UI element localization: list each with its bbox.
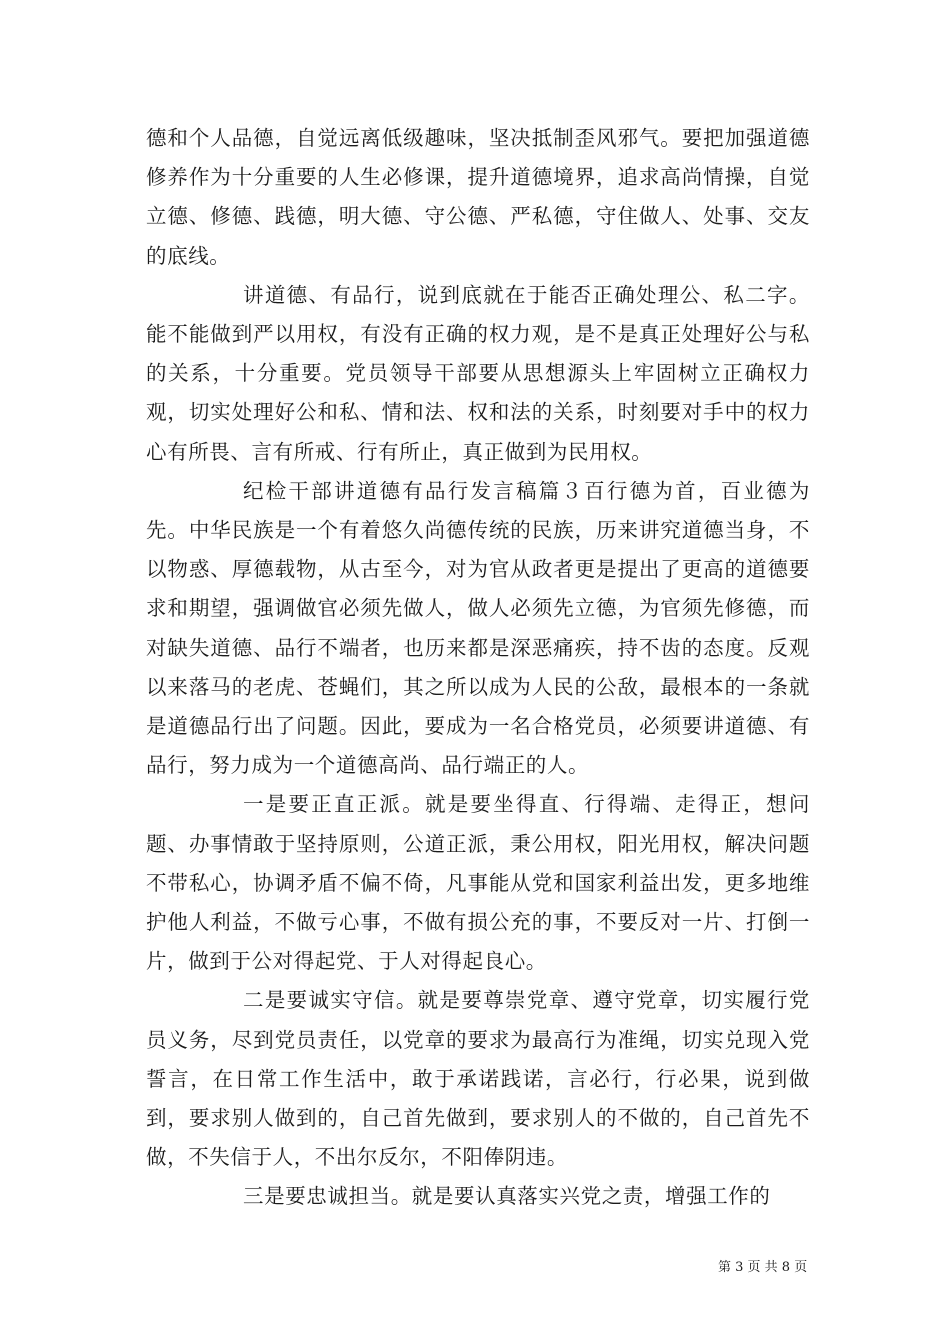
paragraph-continuation: 德和个人品德，自觉远离低级趣味，坚决抵制歪风邪气。要把加强道德修养作为十分重要的人生必修课，提升道德境界，追求高尚情操，自觉立德、修德、践德，明大德、守公德、严私德，守住做人、处事、交友的底线。 xyxy=(146,126,810,268)
document-body xyxy=(146,119,810,1217)
paragraph-point-three: 三是要忠诚担当。就是要认真落实兴党之责，增强工作的 xyxy=(243,1184,771,1209)
paragraph-public-private: 讲道德、有品行，说到底就在于能否正确处理公、私二字。能不能做到严以用权，有没有正确的权力观，是不是真正处理好公与私的关系，十分重要。党员领导干部要从思想源头上牢固树立正确权力观，切实处理好公和私、情和法、权和法的关系，时刻要对手中的权力心有所畏、言有所戒、行有所止，真正做到为民用权。 xyxy=(146,282,810,464)
paragraph-point-two: 二是要诚实守信。就是要尊崇党章、遵守党章，切实履行党员义务，尽到党员责任，以党章的要求为最高行为准绳，切实兑现入党誓言，在日常工作生活中，敢于承诺践诺，言必行，行必果，说到做到，要求别人做到的，自己首先做到，要求别人的不做的，自己首先不做，不失信于人，不出尔反尔，不阳俸阴违。 xyxy=(146,988,810,1170)
paragraph-speech-intro: 纪检干部讲道德有品行发言稿篇３百行德为首，百业德为先。中华民族是一个有着悠久尚德传统的民族，历来讲究道德当身，不以物惑、厚德载物，从古至今，对为官从政者更是提出了更高的道德要求和期望，强调做官必须先做人，做人必须先立德，为官须先修德，而对缺失道德、品行不端者，也历来都是深恶痛疾，持不齿的态度。反观以来落马的老虎、苍蝇们，其之所以成为人民的公敌，最根本的一条就是道德品行出了问题。因此，要成为一名合格党员，必须要讲道德、有品行，努力成为一个道德高尚、品行端正的人。 xyxy=(146,478,810,778)
paragraph-point-one: 一是要正直正派。就是要坐得直、行得端、走得正，想问题、办事情敢于坚持原则，公道正派，秉公用权，阳光用权，解决问题不带私心，协调矛盾不偏不倚，凡事能从党和国家利益出发，更多地维护他人利益，不做亏心事，不做有损公充的事，不要反对一片、打倒一片，做到于公对得起党、于人对得起良心。 xyxy=(146,792,810,974)
page-number-footer: 第 3 页 共 8 页 xyxy=(718,1260,808,1275)
